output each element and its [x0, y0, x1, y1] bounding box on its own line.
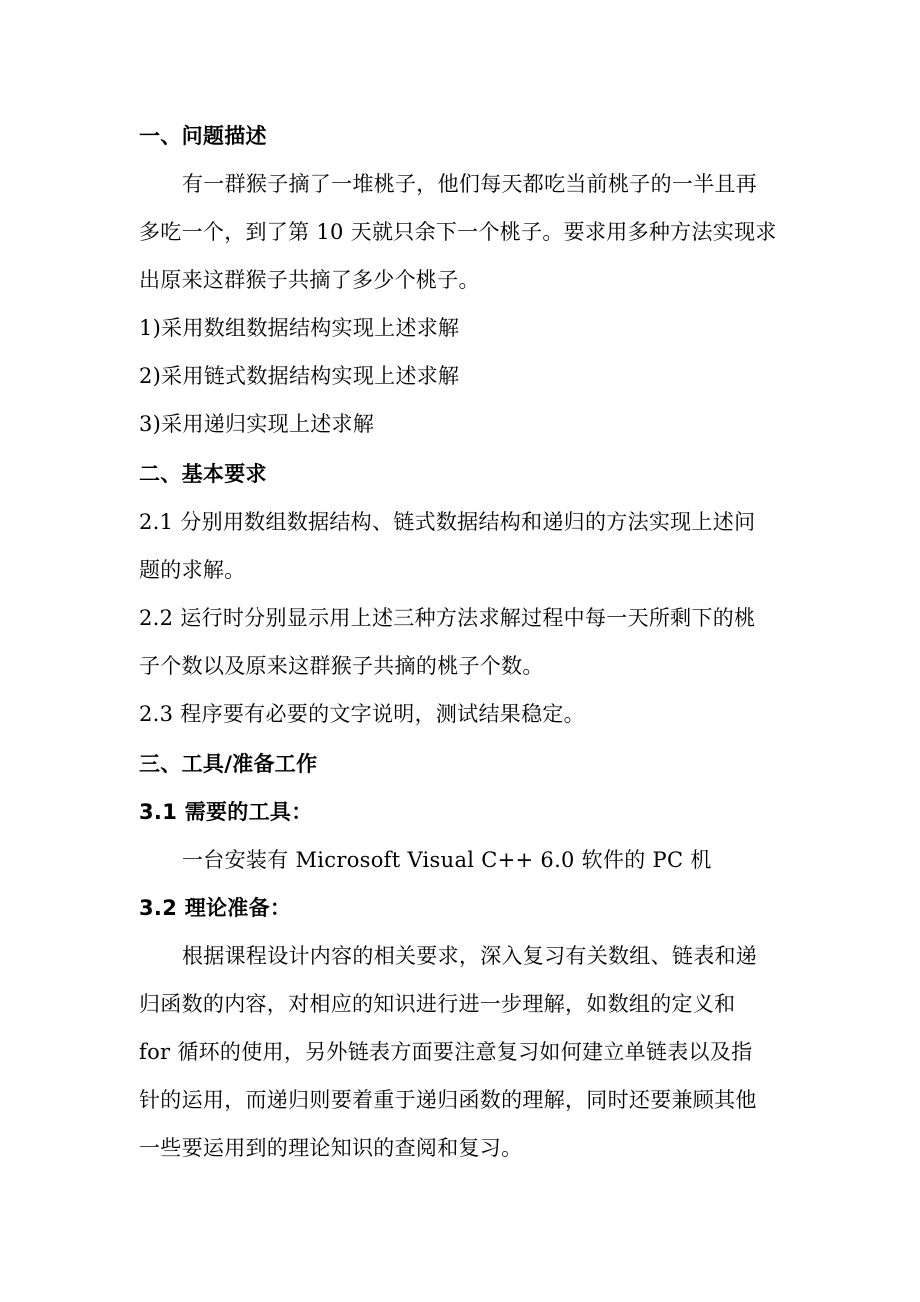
paragraph-line: 归函数的内容，对相应的知识进行进一步理解，如数组的定义和 — [139, 992, 736, 1016]
section-heading-requirements: 二、基本要求 — [139, 462, 267, 486]
requirement-line: 2.2 运行时分别显示用上述三种方法求解过程中每一天所剩下的桃 — [139, 606, 756, 630]
requirement-line: 2.3 程序要有必要的文字说明，测试结果稳定。 — [139, 702, 585, 726]
paragraph-line: for 循环的使用，另外链表方面要注意复习如何建立单链表以及指 — [139, 1040, 753, 1064]
paragraph-line: 有一群猴子摘了一堆桃子，他们每天都吃当前桃子的一半且再 — [182, 172, 758, 196]
tools-text: 一台安装有 Microsoft Visual C++ 6.0 软件的 PC 机 — [182, 848, 712, 872]
list-item: 1)采用数组数据结构实现上述求解 — [139, 316, 460, 340]
list-item: 3)采用递归实现上述求解 — [139, 412, 375, 436]
paragraph-line: 针的运用，而递归则要着重于递归函数的理解，同时还要兼顾其他 — [139, 1088, 757, 1112]
section-heading-tools: 三、工具/准备工作 — [139, 752, 318, 776]
paragraph-line: 根据课程设计内容的相关要求，深入复习有关数组、链表和递 — [182, 944, 758, 968]
paragraph-line: 多吃一个，到了第 10 天就只余下一个桃子。要求用多种方法实现求 — [139, 220, 777, 244]
subheading-tools: 3.1 需要的工具： — [139, 800, 313, 824]
section-heading-problem: 一、问题描述 — [139, 124, 267, 148]
subheading-theory: 3.2 理论准备： — [139, 896, 292, 920]
requirement-line: 2.1 分别用数组数据结构、链式数据结构和递归的方法实现上述问 — [139, 510, 756, 534]
requirement-line: 题的求解。 — [139, 558, 246, 582]
list-item: 2)采用链式数据结构实现上述求解 — [139, 364, 460, 388]
paragraph-line: 一些要运用到的理论知识的查阅和复习。 — [139, 1136, 523, 1160]
paragraph-line: 出原来这群猴子共摘了多少个桃子。 — [139, 268, 480, 292]
requirement-line: 子个数以及原来这群猴子共摘的桃子个数。 — [139, 654, 544, 678]
